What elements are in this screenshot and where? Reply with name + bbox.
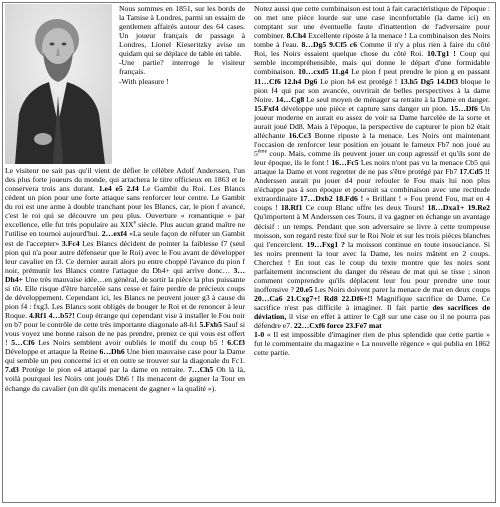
text-run: la moisson continue en toute insouciance. Si les noirs prennent la tour avec la Dame, les noirs mâtent en 2 coups. Cherchez ! En tout cas le coup du texte montre que les noirs sont parfaitement inconscient du danger du réseau de mat qui se tisse ; sinon comment comprendre qu'ils déplacent leur fou pour prendre une tour inoffensive ?: [254, 239, 490, 294]
text-run: Qu'importent à M Anderssen ces Tours, il va gagner en échange un avantage décisif : un temps. Pendant que son adversaire se livre à cette trompeuse moisson, son regard reste fixé sur le Roi Noir et sur les trois pièces blanches qui l'encerclent.: [254, 212, 490, 249]
body-paragraph: [5, 166, 245, 393]
chess-move: 5…Cf6: [11, 338, 35, 348]
body-paragraph: [254, 4, 490, 330]
superscript: e: [133, 219, 137, 226]
text-run: Coup qui semble incompréhensible, mais qui donne le départ d'une formidable combinaison.: [254, 49, 490, 77]
text-run: Un joueur moderne en aurait eu assez de voir sa Dame harcelée de la sorte et aurait joué Dd8. Mais à l'époque, la perspective de capturer le pion b2 était alléchante: [254, 103, 490, 140]
chess-move: 15.Fxf4: [254, 103, 279, 113]
chess-move: 10…cxd5 11.g4: [297, 67, 349, 77]
text-run: Le visiteur ne sait pas qu'il vient de défier le célèbre Adolf Anderssen, l'un des plus forte joueurs du monde, qui arrachera le titre officieux en 1863 et le conservera trois ans durant.: [5, 166, 245, 194]
chess-move: 13.h5 Dg5 14.Df3: [400, 76, 459, 86]
chess-move: 22…Cxf6 force 23.Fe7 mat: [293, 321, 382, 331]
text-run: Comme il n'y a plus rien à faire du côté Roi, les Noirs essaient quelque chose du côté Roi.: [254, 40, 490, 59]
chess-move: 11…Cf6 12.h4 Dg6: [254, 76, 318, 86]
text-run: Les noirs n'ont pas vu la menace Cb5 qui attaque la Dame et vont regretter de ne pas s'être protégé par Fb7: [254, 158, 490, 177]
text-run: Excellente riposte à la menace ! La combinaison des Noirs tombe à l'eau.: [254, 31, 490, 50]
chess-move: 19…Fxg1 ?: [306, 239, 345, 249]
chess-move: 18…Dxa1+ 19.Re2: [427, 203, 490, 213]
text-run: développe une pièce et capture sans danger un pion.: [278, 103, 451, 113]
chess-move: 6…Dh6: [99, 347, 125, 357]
chess-move: 5.Fxb5: [199, 320, 222, 330]
text-run: bloque le pion f4 qui par son avancée, ouvrirait de belles perspectives à la dame Noire.: [254, 76, 490, 104]
intro-question: -Une partie? interroge le visiteur français.: [119, 58, 245, 77]
right-column: [254, 4, 490, 504]
text-run: il vise en effet à attirer le Cg8 sur une case ou il ne pourra pas défendre e7.: [254, 312, 490, 331]
chess-move: 7.d3: [5, 365, 19, 375]
chess-move: 3.Fc4: [61, 238, 80, 248]
text-run: « Brillant ! » Fou prend Fou, mat en 4 coups !: [254, 194, 490, 213]
text-run: Bonne riposte à la menace. Les Noirs ont maintenant l'occasion de renforcer leur position en jouant le fameux Fb7 non joué au 5: [254, 130, 490, 158]
chess-move: 8.Ch4: [286, 31, 307, 41]
chess-move: 6.Cf3: [227, 338, 245, 348]
text-run: Les Noirs doivent parer la menace de mat en deux coups: [312, 284, 490, 294]
chess-move: 20…Ca6 21.Cxg7+! Rd8 22.Df6+!!: [254, 294, 373, 303]
text-run: coup. Mais, comme ils peuvent jouer un coup agressif et qu'ils sont de leur époque, ils le font !: [254, 149, 490, 168]
text-run: Le Gambit du Roi. Les Blancs cèdent un pion pour une forte attaque sans renforcer leur centre. Le Gambit du roi est une arme à double tranchant pour les Blancs, car, le pion f avancé, c'est le roi qui se découvre un peu plus. Ouverture « romantique » par excellence, elle fut très populaire au XIX: [5, 184, 245, 230]
chess-move: 8…Dg5 9.Cf5 c6: [301, 40, 358, 50]
text-run: Une très mauvaise idée…en général, de sortir la pièce la plus puissante si tôt. Elle risque d'être harcelée sans cesse et faire perdre de précieux coups de développement. Cependant ici, les Blancs ne peuvent jouer g3 à cause du pion f4 : fxg3. Les Blancs sont obligés de bouger le Roi et de renoncer à leur Roque.: [5, 274, 245, 320]
chess-move: 3…Dh4+: [5, 265, 245, 284]
anderssen-portrait: [5, 4, 112, 164]
chess-move: 16.Cc3: [288, 130, 312, 140]
superscript: ème: [257, 148, 268, 155]
text-run: Ce coup Blanc offre les deux Tours!: [302, 203, 428, 213]
text-run: Le seul moyen de ménager sa retraite à la Dame en danger.: [304, 94, 490, 104]
chess-move: des sacrifices de déviation,: [254, 303, 490, 322]
text-run: Sauf si vous voyez une bonne raison de ne pas prendre, prenez ce qui vous est offert !: [5, 320, 245, 348]
intro-answer: -With pleasure !: [119, 76, 169, 86]
left-column: [5, 4, 245, 504]
text-run: siècle. Plus aucun grand maître ne l'utilise en tournoi aujourd'hui.: [5, 220, 245, 239]
text-run: Développe et attaque la Reine: [5, 347, 100, 357]
body-paragraph: [254, 330, 490, 357]
chess-move: 4.Rf1 4…b5?!: [28, 311, 75, 320]
text-run: Notez aussi que cette combinaison est tout à fait caractéristique de l'époque : on met une pièce lourde sur une case inconfortable (la dame ici) en comptant sur une éventuelle faute d'inattention de l'adversaire pour combiner.: [254, 4, 490, 41]
chess-move: 20.e5: [295, 284, 313, 294]
text-run: Les Noirs semblent avoir oubliés le motif du coup b5 !: [34, 338, 228, 348]
text-run: Le pion f peut prendre le pion g en passant: [348, 67, 490, 77]
chess-move: 16…Fc5: [331, 158, 359, 168]
text-run: Une bien mauvaise case pour la Dame qui semble un peu concerné ici et en outre se trouver sur la diagonale du Fc1.: [5, 347, 245, 366]
chess-move: 14…Cg8: [275, 94, 305, 104]
text-run: Anderssen aurait pu jouer d4 pour refouler le Fou mais lui non plus n'échappe pas à son époque et poursuit sa combinaison avec une rectitude extraordinaire: [254, 176, 490, 204]
text-run: Magnifique sacrifice de Dame. Ce sacrifice n'est pas difficile à imaginer. Il fait partie: [254, 294, 490, 313]
text-run: Oh là là, voilà pourquoi les Noirs ont joués Dh6 ! Ils menacent de gagner la Tour en échange du cavalier (on dit qu'ils menacent de gagner « la qualité »).: [5, 365, 245, 393]
right-body-text: [254, 4, 490, 357]
text-run: Les Blancs décident de pointer la faiblesse f7 (seul pion qui n'a pour autre défenseur que le Roi) avec le Fou avant de développer leur cavalier en f3. Ce dernier aurait alors pu entre choppé l'avance du pion f noir, prémunir les Blancs contre l'attaque du Dh4+ qui arrive donc…: [5, 238, 245, 275]
chess-move: 7…Ch5: [188, 365, 214, 375]
text-run: Protège le pion e4 attaqué par la dame en retraite.: [18, 365, 189, 375]
text-run: «La seule façon de réfuter un Gambit est de l'accepter»: [5, 229, 245, 248]
chess-move: 18.Rf1: [280, 203, 303, 213]
chess-move: 15…Df6: [450, 103, 478, 113]
text-run: Le pion h4 est protégé !: [317, 76, 401, 86]
chess-move: 17.Cd5 !!: [459, 167, 490, 177]
chess-move: 1.e4 e5 2.f4: [98, 184, 139, 194]
text-run: Coup étrange qui cependant vise à installer le Fou noir en b7 pour le contrôle de cette très importante diagonale a8-h1: [5, 311, 245, 330]
chess-move: 17…Dxb2 18.Fd6 !: [299, 194, 364, 204]
chess-move: 2…exf4: [101, 229, 127, 239]
left-body-text: [5, 166, 245, 393]
text-run: « Il est impossible d'imaginer rien de plus splendide que cette partie » fut le commentaire du magazine « La nouvelle régence » qui publia en 1862 cette partie.: [254, 330, 490, 358]
chess-move: 10.Tg1 !: [426, 49, 456, 59]
chess-move: 1-0: [254, 330, 265, 340]
intro-paragraph: Nous sommes en 1851, sur les bords de la Tamise à Londres, parmi un essaim de gentlemen affairés autour des 64 cases. Un joueur français de passage à Londres, Lionel Kieseritzky avise un quidam qui se déplace de table en table.: [119, 4, 245, 59]
